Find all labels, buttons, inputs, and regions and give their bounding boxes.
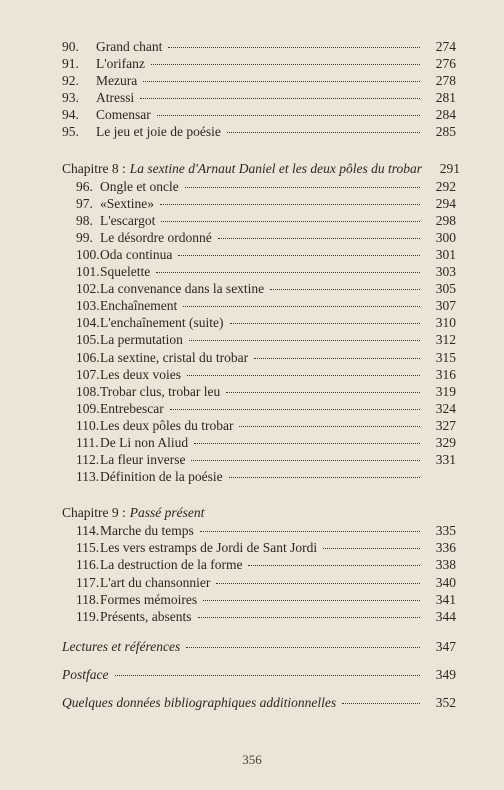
entry-page: 298 (435, 212, 456, 228)
entry-title: Grand chant (96, 39, 163, 54)
dot-leader (254, 358, 420, 359)
back-matter-entry (0, 633, 504, 661)
entry-title: Ongle et oncle (100, 178, 179, 194)
dot-leader (157, 115, 420, 116)
entry-page: 331 (435, 452, 456, 468)
entry-page: 344 (435, 608, 456, 624)
toc-entry (0, 451, 504, 468)
entry-page: 338 (435, 557, 456, 573)
entry-number: 103. (76, 298, 100, 314)
toc-entry (0, 246, 504, 263)
dot-leader (178, 255, 420, 256)
toc-entry (0, 55, 504, 72)
entry-page: 319 (435, 383, 456, 399)
entry-page: 329 (435, 434, 456, 450)
entry-title: Trobar clus, trobar leu (100, 383, 221, 399)
back-matter-entry (0, 689, 504, 717)
entry-number: 96. (76, 178, 93, 194)
chapter-label: Chapitre 9 : (62, 505, 126, 521)
entry-page: 281 (435, 90, 456, 106)
entry-page: 336 (435, 540, 456, 556)
entry-number: 91. (62, 56, 79, 72)
entry-page: 327 (435, 417, 456, 433)
toc-entry (0, 314, 504, 331)
dot-leader (200, 531, 420, 532)
toc-entry (0, 349, 504, 366)
entry-number: 115. (76, 540, 100, 556)
chapter-heading (0, 503, 504, 522)
entry-title: Présents, absents (100, 608, 192, 624)
entry-number: 105. (76, 332, 100, 348)
back-matter-entry (0, 661, 504, 689)
entry-title: La sextine, cristal du trobar (100, 349, 249, 365)
toc-entry (0, 280, 504, 297)
toc-entry (0, 539, 504, 556)
entry-page: 312 (435, 332, 456, 348)
entry-title: L'art du chansonnier (100, 574, 211, 590)
entry-title: L'enchaînement (suite) (100, 315, 224, 331)
entry-title: Squelette (100, 264, 151, 280)
dot-leader (226, 392, 420, 393)
back-matter (0, 633, 504, 717)
entry-page: 340 (435, 574, 456, 590)
entry-title: Oda continua (100, 246, 173, 262)
toc-entry (0, 522, 504, 539)
entry-page: 352 (435, 694, 456, 710)
entry-title: Le jeu et joie de poésie (96, 124, 221, 140)
entry-number: 102. (76, 281, 100, 297)
entry-number: 108. (76, 383, 100, 399)
entry-page: 278 (435, 73, 456, 89)
dot-leader (189, 340, 420, 341)
entry-title: De Li non Aliud (100, 434, 189, 450)
entry-number: 113. (76, 469, 100, 485)
dot-leader (203, 600, 420, 601)
toc-entry (0, 383, 504, 400)
chapter-9 (0, 503, 504, 625)
toc-entry (0, 366, 504, 383)
entry-title: Comensar (96, 107, 151, 123)
entry-number: 117. (76, 574, 100, 590)
entry-number: 97. (76, 195, 93, 211)
entry-page: 349 (435, 666, 456, 682)
dot-leader (156, 272, 420, 273)
dot-leader (239, 426, 420, 427)
entry-number: 98. (76, 212, 93, 228)
toc-section-1 (0, 38, 504, 141)
chapter-page: 291 (439, 160, 460, 176)
entry-page: 347 (435, 638, 456, 654)
page-number: 356 (242, 752, 262, 767)
entry-title: Enchaînement (100, 298, 178, 314)
entry-title: Marche du temps (100, 523, 194, 539)
entry-number: 99. (76, 229, 93, 245)
toc-entry (0, 195, 504, 212)
chapter-title: Passé présent (129, 505, 205, 521)
entry-page: 324 (435, 400, 456, 416)
dot-leader (168, 47, 420, 48)
entry-title: Lectures et références (62, 638, 181, 654)
toc-entry (0, 417, 504, 434)
toc-entry (0, 608, 504, 625)
toc-entry (0, 400, 504, 417)
entry-title: Postface (62, 666, 109, 682)
entry-number: 104. (76, 315, 100, 331)
dot-leader (323, 548, 420, 549)
entry-title: Formes mémoires (100, 591, 198, 607)
entry-page: 310 (435, 315, 456, 331)
dot-leader (143, 81, 420, 82)
toc-entry (0, 297, 504, 314)
dot-leader (186, 647, 420, 648)
toc-entry (0, 331, 504, 348)
entry-page: 303 (435, 264, 456, 280)
dot-leader (248, 565, 420, 566)
entry-title: Définition de la poésie (100, 469, 223, 485)
entry-number: 110. (76, 417, 100, 433)
entry-number: 119. (76, 608, 100, 624)
entry-page: 315 (435, 349, 456, 365)
dot-leader (140, 98, 420, 99)
entry-title: La permutation (100, 332, 183, 348)
toc-entry (0, 591, 504, 608)
chapter-label: Chapitre 8 : (62, 160, 126, 176)
toc-entry (0, 434, 504, 451)
entry-title: Entrebescar (100, 400, 164, 416)
dot-leader (185, 187, 420, 188)
dot-leader (227, 132, 420, 133)
entry-title: La convenance dans la sextine (100, 281, 265, 297)
dot-leader (187, 375, 420, 376)
entry-number: 112. (76, 452, 100, 468)
dot-leader (230, 323, 420, 324)
table-of-contents (0, 38, 504, 717)
entry-number: 101. (76, 264, 100, 280)
dot-leader (151, 64, 420, 65)
entry-page: 274 (435, 39, 456, 54)
dot-leader (170, 409, 420, 410)
dot-leader (270, 289, 420, 290)
toc-entry (0, 468, 504, 485)
entry-title: Atressi (96, 90, 135, 106)
dot-leader (115, 675, 421, 676)
entry-number: 92. (62, 73, 79, 89)
entry-number: 114. (76, 523, 100, 539)
entry-page: 301 (435, 246, 456, 262)
entry-title: L'escargot (100, 212, 156, 228)
entry-title: Le désordre ordonné (100, 229, 212, 245)
toc-entry (0, 212, 504, 229)
entry-number: 111. (76, 434, 99, 450)
entry-title: Les vers estramps de Jordi de Sant Jordi (100, 540, 318, 556)
toc-entry (0, 229, 504, 246)
entry-page: 294 (435, 195, 456, 211)
entry-number: 109. (76, 400, 100, 416)
entry-number: 107. (76, 366, 100, 382)
dot-leader (216, 583, 420, 584)
entry-page: 285 (435, 124, 456, 140)
entry-title: La fleur inverse (100, 452, 186, 468)
dot-leader (342, 703, 420, 704)
chapter-title: La sextine d'Arnaut Daniel et les deux pôles du trobar (129, 160, 422, 176)
entry-number: 116. (76, 557, 100, 573)
toc-entry (0, 106, 504, 123)
entry-page: 307 (435, 298, 456, 314)
entry-number: 95. (62, 124, 79, 140)
entry-title: L'orifanz (96, 56, 145, 72)
toc-entry (0, 178, 504, 195)
entry-page: 305 (435, 281, 456, 297)
entry-number: 94. (62, 107, 79, 123)
dot-leader (191, 460, 420, 461)
entry-page: 284 (435, 107, 456, 123)
dot-leader (218, 238, 420, 239)
entry-title: Quelques données bibliographiques additionnelles (62, 694, 337, 710)
entry-title: «Sextine» (100, 195, 154, 211)
entry-number: 90. (62, 39, 79, 54)
toc-entry (0, 38, 504, 55)
entry-title: Les deux voies (100, 366, 181, 382)
entry-title: Les deux pôles du trobar (100, 417, 234, 433)
entry-title: La destruction de la forme (100, 557, 243, 573)
dot-leader (194, 443, 420, 444)
entry-page: 335 (435, 523, 456, 539)
entry-number: 106. (76, 349, 100, 365)
entry-page: 292 (435, 178, 456, 194)
entry-page: 300 (435, 229, 456, 245)
toc-entry (0, 89, 504, 106)
entry-page: 276 (435, 56, 456, 72)
dot-leader (161, 221, 420, 222)
toc-entry (0, 574, 504, 591)
entry-page: 341 (435, 591, 456, 607)
entry-title: Mezura (96, 73, 138, 89)
dot-leader (198, 617, 421, 618)
entry-number: 118. (76, 591, 100, 607)
chapter-8 (0, 159, 504, 486)
entry-number: 93. (62, 90, 79, 106)
dot-leader (229, 477, 420, 478)
dot-leader (183, 306, 420, 307)
dot-leader (160, 204, 420, 205)
entry-number: 100. (76, 246, 100, 262)
toc-entry (0, 72, 504, 89)
toc-entry (0, 556, 504, 573)
toc-entry (0, 263, 504, 280)
entry-page: 316 (435, 366, 456, 382)
chapter-heading (0, 159, 504, 178)
toc-entry (0, 123, 504, 140)
